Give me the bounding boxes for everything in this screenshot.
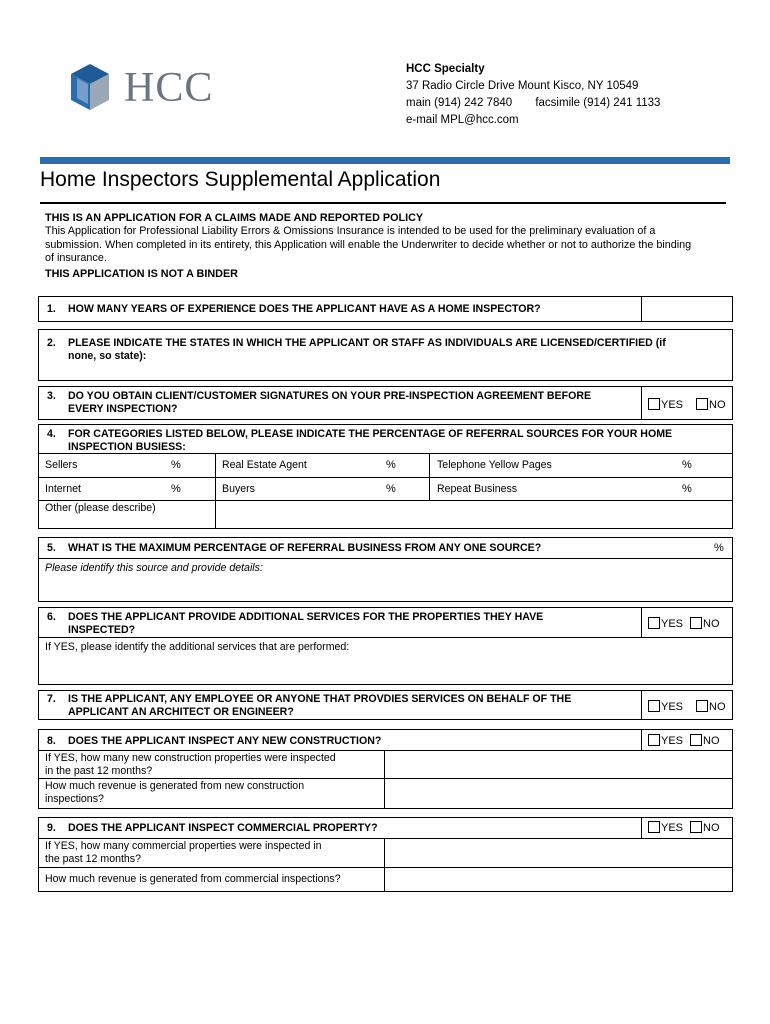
telephone-yellow-pages-label: Telephone Yellow Pages <box>437 459 552 471</box>
checkbox-icon[interactable] <box>690 821 702 833</box>
divider <box>39 477 732 478</box>
q2-number: 2. <box>47 337 56 349</box>
checkbox-icon[interactable] <box>648 734 660 746</box>
divider <box>39 453 732 454</box>
question-2 <box>38 329 733 381</box>
sellers-pct[interactable]: % <box>171 459 181 471</box>
q8-revenue-field[interactable] <box>386 779 730 807</box>
question-1 <box>38 296 733 322</box>
question-4 <box>38 424 733 529</box>
not-binder-notice: THIS APPLICATION IS NOT A BINDER <box>45 268 238 280</box>
q9-number: 9. <box>47 822 56 834</box>
checkbox-icon[interactable] <box>696 700 708 712</box>
question-9 <box>38 817 733 892</box>
other-describe-field[interactable] <box>217 502 731 527</box>
intro-line: This Application for Professional Liability Errors & Omissions Insurance is intended to be used for the preliminary evaluation of a <box>45 225 656 237</box>
q2-answer-field[interactable] <box>339 356 729 378</box>
question-6 <box>38 607 733 685</box>
q8-count-line: in the past 12 months? <box>45 765 153 777</box>
internet-pct[interactable]: % <box>171 483 181 495</box>
other-label: Other (please describe) <box>45 502 156 514</box>
checkbox-icon[interactable] <box>648 398 660 410</box>
q2-line: PLEASE INDICATE THE STATES IN WHICH THE APPLICANT OR STAFF AS INDIVIDUALS ARE LICENSED/CERTIFIED (if <box>68 337 666 349</box>
hcc-cube-icon <box>68 62 112 112</box>
q2-line: none, so state): <box>68 350 147 362</box>
q6-line: INSPECTED? <box>68 624 136 636</box>
q5-details-field[interactable] <box>41 576 730 600</box>
q3-number: 3. <box>47 390 56 402</box>
q6-services-field[interactable] <box>41 656 730 683</box>
intro-line: submission. When completed in its entirety, this Application will enable the Underwriter to decide whether or not to authorize the binding <box>45 238 692 251</box>
divider <box>384 750 385 808</box>
divider <box>39 500 732 501</box>
yes-label: YES <box>661 618 684 630</box>
q8-revenue-line: inspections? <box>45 793 104 805</box>
checkbox-icon[interactable] <box>648 821 660 833</box>
q4-line: FOR CATEGORIES LISTED BELOW, PLEASE INDICATE THE PERCENTAGE OF REFERRAL SOURCES FOR YOUR HOME <box>68 428 673 440</box>
email-address: e-mail MPL@hcc.com <box>406 114 519 126</box>
intro-text <box>45 225 691 266</box>
q8-count-label <box>45 752 336 778</box>
q4-number: 4. <box>47 428 56 440</box>
q6-line: DOES THE APPLICANT PROVIDE ADDITIONAL SERVICES FOR THE PROPERTIES THEY HAVE <box>68 611 544 623</box>
internet-label: Internet <box>45 483 81 495</box>
fax-number: facsimile (914) 241 1133 <box>535 97 661 109</box>
q6-text <box>68 611 543 637</box>
q5-subtext: Please identify this source and provide details: <box>45 562 263 574</box>
divider <box>641 730 642 750</box>
header-accent-bar <box>40 157 730 164</box>
q5-pct[interactable]: % <box>714 542 724 554</box>
intro-line: of insurance. <box>45 252 107 264</box>
page-title: Home Inspectors Supplemental Application <box>40 168 441 191</box>
q3-text <box>68 390 591 416</box>
divider <box>641 297 642 321</box>
q3-line: DO YOU OBTAIN CLIENT/CUSTOMER SIGNATURES ON YOUR PRE-INSPECTION AGREEMENT BEFORE <box>68 390 592 402</box>
question-3 <box>38 386 733 420</box>
divider <box>39 637 732 638</box>
q9-revenue-label: How much revenue is generated from commercial inspections? <box>45 873 341 885</box>
q7-number: 7. <box>47 693 56 705</box>
buyers-pct[interactable]: % <box>386 483 396 495</box>
q9-count-line: If YES, how many commercial properties were inspected in <box>45 840 322 852</box>
q6-no-option[interactable] <box>690 617 720 630</box>
question-8 <box>38 729 733 809</box>
divider <box>641 691 642 719</box>
yes-label: YES <box>661 399 684 411</box>
q8-no-option[interactable] <box>690 734 720 747</box>
q7-text <box>68 693 571 719</box>
q8-text: DOES THE APPLICANT INSPECT ANY NEW CONSTRUCTION? <box>68 735 382 747</box>
real-estate-agent-label: Real Estate Agent <box>222 459 307 471</box>
no-label: NO <box>703 618 720 630</box>
q9-text: DOES THE APPLICANT INSPECT COMMERCIAL PROPERTY? <box>68 822 378 834</box>
q9-yes-option[interactable] <box>648 821 683 834</box>
q8-number: 8. <box>47 735 56 747</box>
company-name: HCC Specialty <box>406 63 485 75</box>
q8-yes-option[interactable] <box>648 734 683 747</box>
divider <box>641 608 642 637</box>
q9-count-field[interactable] <box>386 839 730 866</box>
divider <box>215 453 216 528</box>
q9-no-option[interactable] <box>690 821 720 834</box>
divider <box>384 838 385 891</box>
q8-count-field[interactable] <box>386 751 730 777</box>
buyers-label: Buyers <box>222 483 255 495</box>
yes-label: YES <box>661 735 684 747</box>
telephone-yellow-pages-pct[interactable]: % <box>682 459 692 471</box>
yes-label: YES <box>661 822 684 834</box>
q4-line: INSPECTION BUSIESS: <box>68 441 186 453</box>
q3-no-option[interactable] <box>696 398 726 411</box>
q6-number: 6. <box>47 611 56 623</box>
q1-text: HOW MANY YEARS OF EXPERIENCE DOES THE APPLICANT HAVE AS A HOME INSPECTOR? <box>68 303 541 315</box>
question-5 <box>38 537 733 602</box>
q3-line: EVERY INSPECTION? <box>68 403 178 415</box>
q8-revenue-line: How much revenue is generated from new construction <box>45 780 305 792</box>
repeat-business-label: Repeat Business <box>437 483 518 495</box>
divider <box>641 818 642 838</box>
company-address: 37 Radio Circle Drive Mount Kisco, NY 10549 <box>406 80 639 92</box>
company-info <box>406 61 660 129</box>
divider <box>39 558 732 559</box>
real-estate-agent-pct[interactable]: % <box>386 459 396 471</box>
no-label: NO <box>709 399 726 411</box>
sellers-label: Sellers <box>45 459 78 471</box>
q7-line: APPLICANT AN ARCHITECT OR ENGINEER? <box>68 706 294 718</box>
q9-count-line: the past 12 months? <box>45 853 141 865</box>
main-phone: main (914) 242 7840 <box>406 97 513 109</box>
q7-line: IS THE APPLICANT, ANY EMPLOYEE OR ANYONE THAT PROVDIES SERVICES ON BEHALF OF THE <box>68 693 572 705</box>
checkbox-icon[interactable] <box>690 734 702 746</box>
q8-revenue-label <box>45 780 304 806</box>
q6-subtext: If YES, please identify the additional services that are performed: <box>45 641 350 653</box>
q4-text <box>68 428 672 454</box>
checkbox-icon[interactable] <box>648 617 660 629</box>
q1-answer-field[interactable] <box>643 298 731 320</box>
q6-yes-option[interactable] <box>648 617 683 630</box>
q5-text: WHAT IS THE MAXIMUM PERCENTAGE OF REFERRAL BUSINESS FROM ANY ONE SOURCE? <box>68 542 542 554</box>
q8-count-line: If YES, how many new construction properties were inspected <box>45 752 336 764</box>
checkbox-icon[interactable] <box>690 617 702 629</box>
question-7 <box>38 690 733 720</box>
no-label: NO <box>709 701 726 713</box>
divider <box>429 453 430 500</box>
q3-yes-option[interactable] <box>648 398 683 411</box>
title-rule <box>40 202 726 204</box>
no-label: NO <box>703 735 720 747</box>
checkbox-icon[interactable] <box>648 700 660 712</box>
q1-number: 1. <box>47 303 56 315</box>
checkbox-icon[interactable] <box>696 398 708 410</box>
divider <box>641 387 642 419</box>
q9-revenue-field[interactable] <box>386 868 730 890</box>
q7-no-option[interactable] <box>696 700 726 713</box>
q5-number: 5. <box>47 542 56 554</box>
yes-label: YES <box>661 701 684 713</box>
logo-text: HCC <box>124 65 214 111</box>
repeat-business-pct[interactable]: % <box>682 483 692 495</box>
no-label: NO <box>703 822 720 834</box>
hcc-logo <box>68 62 218 112</box>
q9-count-label <box>45 840 322 866</box>
intro-heading: THIS IS AN APPLICATION FOR A CLAIMS MADE AND REPORTED POLICY <box>45 212 424 224</box>
q7-yes-option[interactable] <box>648 700 683 713</box>
